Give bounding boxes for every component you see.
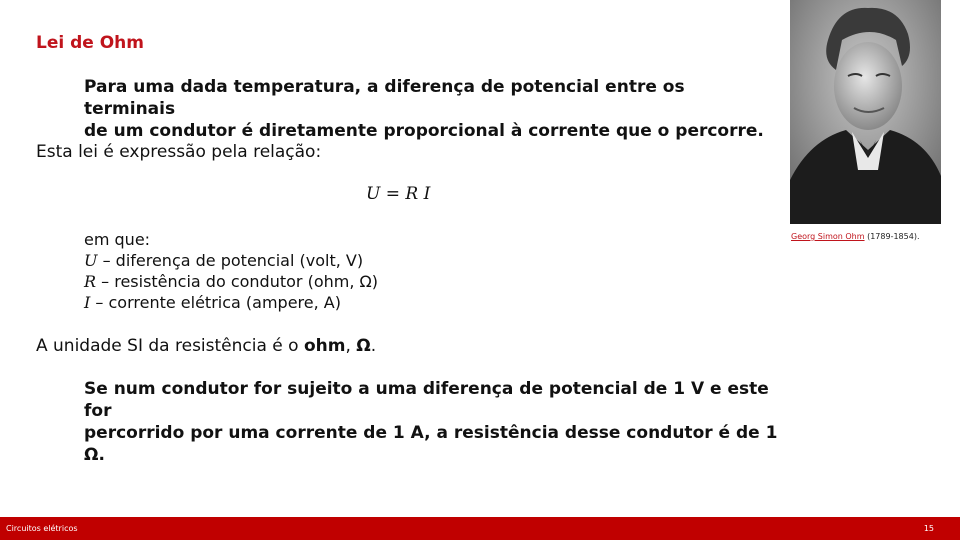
ohm-portrait [790, 0, 941, 224]
statement-line-2: de um condutor é diretamente proporcional à corrente que o percorre. [84, 121, 764, 141]
one-ohm-definition [84, 378, 784, 466]
portrait-image [790, 0, 941, 224]
portrait-caption-dates: (1789-1854). [864, 232, 920, 241]
footer-course: Circuitos elétricos [6, 524, 78, 533]
statement-line-1: Para uma dada temperatura, a diferença de potencial entre os terminais [84, 77, 685, 119]
definition-text: – corrente elétrica (ampere, A) [90, 293, 341, 312]
definition-text: – diferença de potencial (volt, V) [97, 251, 364, 270]
definition-symbol: I [84, 293, 91, 312]
ohm-law-statement [84, 76, 774, 142]
ohm-formula: U = R I [366, 184, 431, 204]
portrait-caption-link[interactable]: Georg Simon Ohm [791, 232, 865, 241]
portrait-caption [791, 232, 919, 241]
definition-text: – resistência do condutor (ohm, Ω) [96, 272, 378, 291]
slide-title: Lei de Ohm [36, 33, 144, 53]
footer-page-number: 15 [923, 524, 934, 533]
unit-prefix: A unidade SI da resistência é o [36, 336, 304, 356]
si-unit-text [36, 336, 376, 356]
definitions-list [84, 229, 378, 313]
definition-item [84, 250, 378, 271]
definition-item [84, 292, 378, 313]
unit-symbol: Ω [356, 336, 371, 356]
unit-name: ohm [303, 336, 346, 356]
final-line-1: Se num condutor for sujeito a uma diferença de potencial de 1 V e este for [84, 379, 769, 421]
unit-separator: , [345, 336, 357, 356]
definition-symbol: U [84, 251, 98, 270]
final-line-2: percorrido por uma corrente de 1 A, a resistência desse condutor é de 1 Ω. [84, 423, 778, 465]
definition-item [84, 271, 378, 292]
intro-text: Esta lei é expressão pela relação: [36, 142, 322, 162]
unit-suffix: . [370, 336, 377, 356]
definition-symbol: R [84, 272, 97, 291]
definitions-heading: em que: [84, 230, 151, 249]
footer-bar [0, 517, 960, 540]
